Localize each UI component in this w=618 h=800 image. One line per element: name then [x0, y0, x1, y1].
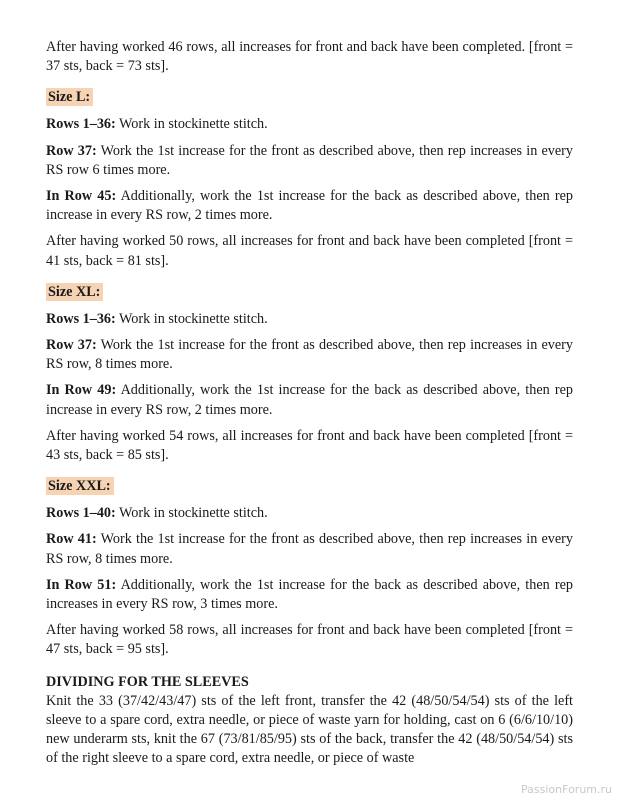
- row-label: Rows 1–40:: [46, 505, 116, 522]
- site-watermark: PassionForum.ru: [521, 783, 612, 796]
- instruction-paragraph: [46, 115, 573, 134]
- section-body: Knit the 33 (37/42/43/47) sts of the left front, transfer the 42 (48/50/54/54) sts of the left sleeve to a spare cord, extra needle, or piece of waste yarn for holding, cast on 6 (6/6/10/10) new underarm sts, knit the 67 (73/81/85/95) sts of the back, transfer the 42 (48/50/54/54) sts of the right sleeve to a spare cord, extra needle, or piece of waste: [46, 692, 573, 767]
- instruction-text: Work in stockinette stitch.: [115, 116, 268, 133]
- row-label: In Row 51:: [46, 576, 117, 593]
- instruction-text: Additionally, work the 1st increase for the back as described above, then rep increase in every RS row, 2 times more.: [46, 188, 573, 224]
- instruction-paragraph: [46, 187, 573, 225]
- row-label: Rows 1–36:: [46, 310, 116, 327]
- section-title: DIVIDING FOR THE SLEEVES: [46, 673, 249, 690]
- instruction-text: After having worked 58 rows, all increases for front and back have been completed [front = 47 sts, back = 95 sts].: [46, 622, 573, 658]
- section-size-xxl: [46, 472, 573, 659]
- document-page: [46, 38, 573, 768]
- instruction-paragraph: [46, 336, 573, 374]
- instruction-paragraph: [46, 381, 573, 419]
- summary-paragraph: [46, 621, 573, 659]
- instruction-paragraph: [46, 530, 573, 568]
- intro-paragraph: After having worked 46 rows, all increases for front and back have been completed. [front = 37 sts, back = 73 sts].: [46, 39, 573, 75]
- summary-paragraph: [46, 232, 573, 270]
- row-label: In Row 45:: [46, 188, 117, 205]
- instruction-text: Work the 1st increase for the front as described above, then rep increases in every RS row, 8 times more.: [46, 531, 574, 567]
- row-label: Rows 1–36:: [46, 116, 116, 133]
- size-heading: Size XL:: [46, 283, 103, 301]
- instruction-paragraph: [46, 310, 573, 329]
- instruction-text: Additionally, work the 1st increase for the back as described above, then rep increases in every RS row, 3 times more.: [46, 576, 573, 613]
- instruction-text: Work in stockinette stitch.: [115, 505, 268, 522]
- instruction-text: Work the 1st increase for the front as described above, then rep increases in every RS row 6 times more.: [46, 142, 574, 178]
- row-label: Row 37:: [46, 142, 97, 159]
- row-label: Row 41:: [46, 531, 97, 548]
- instruction-text: Additionally, work the 1st increase for the back as described above, then rep increase in every RS row, 2 times more.: [46, 382, 573, 418]
- instruction-paragraph: [46, 576, 573, 614]
- row-label: Row 37:: [46, 337, 97, 354]
- section-size-xl: [46, 278, 573, 465]
- instruction-text: After having worked 50 rows, all increases for front and back have been completed [front = 41 sts, back = 81 sts].: [46, 233, 573, 269]
- summary-paragraph: [46, 427, 573, 465]
- instruction-paragraph: [46, 504, 573, 523]
- instruction-text: Work in stockinette stitch.: [115, 310, 268, 327]
- section-size-l: [46, 83, 573, 270]
- row-label: In Row 49:: [46, 382, 117, 399]
- instruction-text: Work the 1st increase for the front as described above, then rep increases in every RS row, 8 times more.: [46, 337, 574, 373]
- instruction-paragraph: [46, 142, 573, 180]
- size-heading: Size XXL:: [46, 477, 114, 495]
- instruction-text: After having worked 54 rows, all increases for front and back have been completed [front = 43 sts, back = 85 sts].: [46, 427, 573, 464]
- section-dividing-sleeves: [46, 673, 573, 769]
- size-heading: Size L:: [46, 88, 93, 106]
